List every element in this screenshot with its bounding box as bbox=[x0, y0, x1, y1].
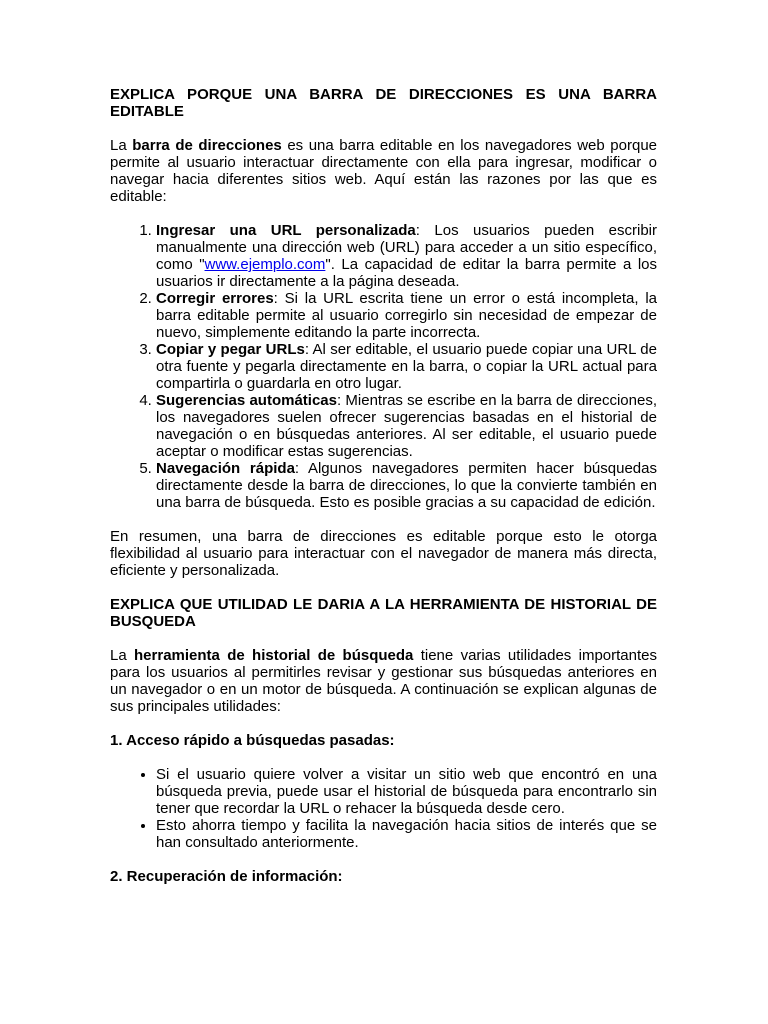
list-item-text: : Mientras se escribe en la barra de direcciones, los navegadores suelen ofrecer sugerencias basadas en el historial de navegación o en búsquedas anteriores. Al ser editable, el usuario puede aceptar o modificar estas sugerencias. bbox=[156, 392, 657, 460]
list-item-title: Ingresar una URL personalizada bbox=[156, 222, 416, 239]
summary-paragraph: En resumen, una barra de direcciones es editable porque esto le otorga flexibilidad al usuario para interactuar con el navegador de manera más directa, eficiente y personalizada. bbox=[110, 528, 657, 579]
list-item bbox=[156, 341, 657, 392]
list-item bbox=[156, 460, 657, 511]
list-item-text: : Los usuarios pueden escribir manualmente una dirección web (URL) para acceder a un sitio específico, como " bbox=[156, 222, 657, 273]
list-item-text: : Si la URL escrita tiene un error o está incompleta, la barra editable permite al usuario corregirlo sin necesidad de empezar de nuevo, simplemente editando la parte incorrecta. bbox=[156, 290, 657, 341]
intro-text-bold: herramienta de historial de búsqueda bbox=[134, 647, 414, 664]
subheading-quick-access: 1. Acceso rápido a búsquedas pasadas: bbox=[110, 732, 395, 749]
intro-paragraph-address-bar bbox=[110, 137, 657, 205]
intro-text-pre: La bbox=[110, 137, 133, 154]
quick-access-bullets bbox=[110, 766, 657, 851]
list-item bbox=[156, 392, 657, 460]
intro-text-post: es una barra editable en los navegadores web porque permite al usuario interactuar directamente con ella para ingresar, modificar o navegar hacia diferentes sitios web. Aquí están las razones por las que es editable: bbox=[110, 137, 657, 205]
list-item-text: : Al ser editable, el usuario puede copiar una URL de otra fuente y pegarla directamente en la barra, o copiar la URL actual para compartirla o guardarla en otro lugar. bbox=[156, 341, 657, 392]
list-item-text: ". La capacidad de editar la barra permite a los usuarios ir directamente a la página deseada. bbox=[156, 256, 657, 290]
intro-text-pre: La bbox=[110, 647, 135, 664]
intro-text-bold: barra de direcciones bbox=[132, 137, 282, 154]
list-item: • Si el usuario quiere volver a visitar un sitio web que encontró en una búsqueda previa, puede usar el historial de búsqueda para encontrarlo sin tener que recordar la URL o rehacer la búsqueda desde cero. bbox=[156, 766, 657, 817]
example-url-link[interactable]: www.ejemplo.com bbox=[204, 256, 326, 273]
section-heading-address-bar: EXPLICA PORQUE UNA BARRA DE DIRECCIONES ES UNA BARRA EDITABLE bbox=[110, 86, 657, 120]
intro-paragraph-search-history bbox=[110, 647, 657, 715]
list-item-title: Copiar y pegar URLs bbox=[156, 341, 305, 358]
reasons-list bbox=[110, 222, 657, 511]
list-item: • Esto ahorra tiempo y facilita la navegación hacia sitios de interés que se han consultado anteriormente. bbox=[156, 817, 657, 851]
intro-text-post: tiene varias utilidades importantes para los usuarios al permitirles revisar y gestionar sus búsquedas anteriores en un navegador o en un motor de búsqueda. A continuación se explican algunas de sus principales utilidades: bbox=[110, 647, 657, 715]
list-item-title: Sugerencias automáticas bbox=[156, 392, 337, 409]
list-item-title: Navegación rápida bbox=[156, 460, 295, 477]
list-item-title: Corregir errores bbox=[156, 290, 274, 307]
list-item bbox=[156, 222, 657, 290]
document-page bbox=[110, 86, 657, 885]
section-heading-search-history: EXPLICA QUE UTILIDAD LE DARIA A LA HERRAMIENTA DE HISTORIAL DE BUSQUEDA bbox=[110, 596, 657, 630]
list-item-text: : Algunos navegadores permiten hacer búsquedas directamente desde la barra de direcciones, lo que la convierte también en una barra de búsqueda. Esto es posible gracias a su capacidad de edición. bbox=[156, 460, 657, 511]
list-item bbox=[156, 290, 657, 341]
subheading-information-recovery: 2. Recuperación de información: bbox=[110, 868, 343, 885]
